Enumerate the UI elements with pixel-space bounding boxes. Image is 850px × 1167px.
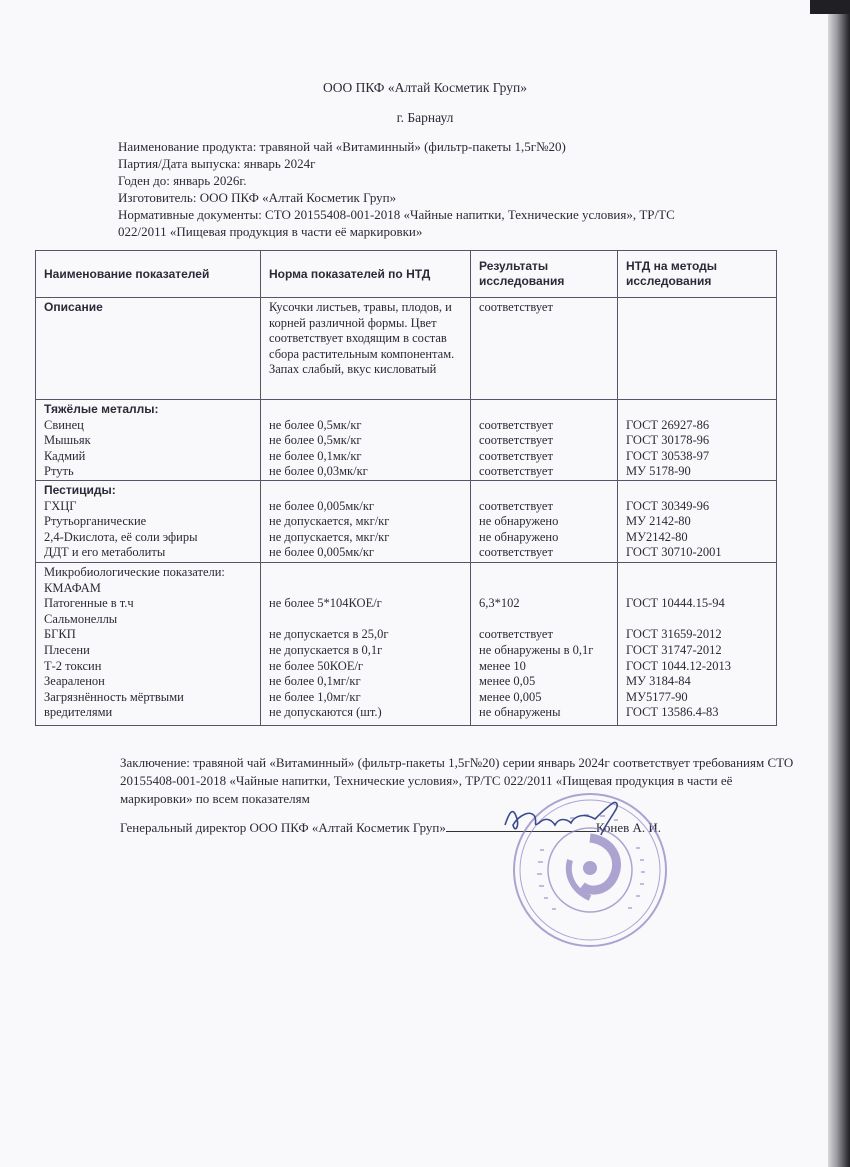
- micro-norms-cell: [261, 562, 471, 725]
- metals-norms-cell: [261, 400, 471, 481]
- micro-results-cell: [471, 562, 618, 725]
- micro-name: БГКП: [44, 627, 76, 642]
- micro-method: МУ 3184-84: [626, 674, 691, 689]
- metal-method: МУ 5178-90: [626, 464, 691, 479]
- micro-norm: не допускается в 0,1г: [269, 642, 383, 657]
- metal-name: Ртуть: [44, 464, 74, 479]
- pesticide-name: ДДТ и его метаболиты: [44, 545, 166, 560]
- metal-name: Мышьяк: [44, 433, 91, 448]
- micro-names-cell: [36, 562, 261, 725]
- pesticide-result: соответствует: [479, 545, 553, 560]
- row-description-result: соответствует: [479, 300, 553, 314]
- page-edge-shadow: [828, 0, 850, 1167]
- director-signature: [495, 795, 645, 845]
- pesticide-method: МУ 2142-80: [626, 514, 691, 529]
- header-result: Результаты исследования: [471, 251, 618, 298]
- table-row: [36, 298, 777, 400]
- micro-result: менее 10: [479, 658, 526, 673]
- metals-names-cell: [36, 400, 261, 481]
- micro-result: менее 0,05: [479, 674, 536, 689]
- pesticide-method: ГОСТ 30710-2001: [626, 545, 722, 560]
- micro-methods-cell: [618, 562, 777, 725]
- page-corner: [810, 0, 850, 14]
- micro-method: ГОСТ 31747-2012: [626, 642, 722, 657]
- micro-method: ГОСТ 10444.15-94: [626, 596, 725, 611]
- metal-method: ГОСТ 30538-97: [626, 448, 710, 463]
- pesticide-method: ГОСТ 30349-96: [626, 498, 710, 513]
- metal-result: соответствует: [479, 448, 553, 463]
- company-title: ООО ПКФ «Алтай Косметик Груп»: [323, 80, 527, 95]
- micro-method: МУ5177-90: [626, 689, 688, 704]
- micro-name: Загрязнённость мёртвыми: [44, 689, 184, 704]
- pesticide-norm: не более 0,005мк/кг: [269, 545, 375, 560]
- micro-name: Сальмонеллы: [44, 611, 118, 626]
- pesticide-norm: не допускается, мкг/кг: [269, 514, 390, 529]
- metals-methods-cell: [618, 400, 777, 481]
- micro-norm: не более 1,0мг/кг: [269, 689, 361, 704]
- table-row: [36, 400, 777, 481]
- pesticide-name: Ртутьорганические: [44, 514, 147, 529]
- micro-result: не обнаружены: [479, 705, 561, 720]
- table-row: [36, 562, 777, 725]
- pesticide-result: не обнаружено: [479, 514, 559, 529]
- pesticide-name: ГХЦГ: [44, 498, 77, 513]
- product-info: [118, 138, 738, 240]
- micro-norm: не допускаются (шт.): [269, 705, 382, 720]
- info-standards-cont: 022/2011 «Пищевая продукция в части её маркировки»: [118, 224, 423, 239]
- metal-method: ГОСТ 30178-96: [626, 433, 710, 448]
- signature-name: Конев А. И.: [595, 820, 662, 835]
- metal-result: соответствует: [479, 433, 553, 448]
- pesticides-results-cell: [471, 480, 618, 562]
- metal-result: соответствует: [479, 464, 553, 479]
- micro-norm: не более 5*104КОЕ/г: [269, 596, 382, 611]
- info-batch: Партия/Дата выпуска: январь 2024г: [118, 156, 316, 171]
- pesticide-result: соответствует: [479, 498, 553, 513]
- metal-norm: не более 0,5мк/кг: [269, 417, 362, 432]
- header-method: НТД на методы исследования: [618, 251, 777, 298]
- metal-result: соответствует: [479, 417, 553, 432]
- pesticides-norms-cell: [261, 480, 471, 562]
- micro-norm: не более 0,1мг/кг: [269, 674, 361, 689]
- city: г. Барнаул: [396, 110, 454, 125]
- info-product: Наименование продукта: травяной чай «Витаминный» (фильтр-пакеты 1,5г№20): [118, 139, 566, 154]
- header-indicator: Наименование показателей: [36, 251, 261, 298]
- pesticide-norm: не допускается, мкг/кг: [269, 529, 390, 544]
- metal-norm: не более 0,03мк/кг: [269, 464, 368, 479]
- micro-name: Плесени: [44, 642, 90, 657]
- metal-name: Свинец: [44, 417, 84, 432]
- micro-name: Т-2 токсин: [44, 658, 102, 673]
- pesticides-title: Пестициды:: [44, 482, 116, 497]
- micro-method: ГОСТ 31659-2012: [626, 627, 722, 642]
- pesticide-method: МУ2142-80: [626, 529, 688, 544]
- metal-norm: не более 0,1мк/кг: [269, 448, 362, 463]
- header-norm: Норма показателей по НТД: [261, 251, 471, 298]
- micro-name: Микробиологические показатели:: [44, 564, 225, 579]
- metal-norm: не более 0,5мк/кг: [269, 433, 362, 448]
- micro-name: вредителями: [44, 705, 113, 720]
- micro-norm: не допускается в 25,0г: [269, 627, 389, 642]
- row-description-name: Описание: [44, 300, 103, 314]
- metal-method: ГОСТ 26927-86: [626, 417, 710, 432]
- info-manufacturer: Изготовитель: ООО ПКФ «Алтай Косметик Груп»: [118, 190, 397, 205]
- micro-method: ГОСТ 13586.4-83: [626, 705, 719, 720]
- pesticide-norm: не более 0,005мк/кг: [269, 498, 375, 513]
- micro-name: КМАФАМ: [44, 580, 101, 595]
- micro-result: 6,3*102: [479, 596, 520, 611]
- micro-result: не обнаружены в 0,1г: [479, 642, 594, 657]
- metals-results-cell: [471, 400, 618, 481]
- metals-title: Тяжёлые металлы:: [44, 402, 159, 416]
- row-description-norm: Кусочки листьев, травы, плодов, и корней различной формы. Цвет соответствует входящим в состав сбора растительным компонентам. Запах слабый, вкус кисловатый: [269, 300, 455, 377]
- micro-name: Патогенные в т.ч: [44, 596, 134, 611]
- conclusion: Заключение: травяной чай «Витаминный» (фильтр-пакеты 1,5г№20) серии январь 2024г соответствует требованиям СТО 20155408-001-2018 «Чайные напитки, Технические условия», ТР/ТС 022/2011 «Пищевая продукция в части её маркировки» по всем показателям: [120, 755, 794, 806]
- micro-result: менее 0,005: [479, 689, 542, 704]
- pesticide-result: не обнаружено: [479, 529, 559, 544]
- micro-result: соответствует: [479, 627, 553, 642]
- info-standards: Нормативные документы: СТО 20155408-001-2018 «Чайные напитки, Технические условия», ТР/ТС: [118, 207, 675, 222]
- metal-name: Кадмий: [44, 448, 86, 463]
- pesticide-name: 2,4-Dкислота, её соли эфиры: [44, 529, 198, 544]
- table-row: [36, 480, 777, 562]
- signature-label: Генеральный директор ООО ПКФ «Алтай Косметик Груп»: [120, 820, 446, 835]
- micro-method: ГОСТ 1044.12-2013: [626, 658, 731, 673]
- micro-name: Зеараленон: [44, 674, 105, 689]
- pesticides-names-cell: [36, 480, 261, 562]
- table-header-row: [36, 251, 777, 298]
- pesticides-methods-cell: [618, 480, 777, 562]
- micro-norm: не более 50КОЕ/г: [269, 658, 364, 673]
- test-results-table: [35, 250, 777, 726]
- info-expiry: Годен до: январь 2026г.: [118, 173, 247, 188]
